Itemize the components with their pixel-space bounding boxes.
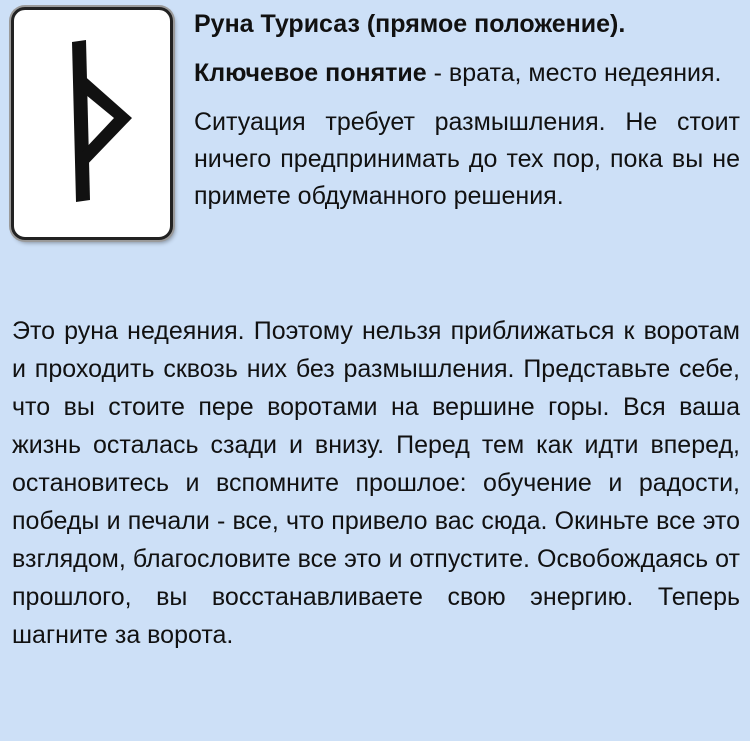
- rune-description: Это руна недеяния. Поэтому нельзя приближаться к воротам и проходить сквозь них без размышления. Представьте себе, что вы стоите пере воротами на вершине горы. Вся ваша жизнь осталась сзади и внизу. Перед тем как идти вперед, остановитесь и вспомните прошлое: обучение и радости, победы и печали - все, что привело вас сюда. Окиньте все это взглядом, благословите все это и отпустите. Освобождаясь от прошлого, вы восстанавливаете свою энергию. Теперь шагните за ворота.: [12, 317, 740, 649]
- key-concept-label: Ключевое понятие: [194, 59, 427, 87]
- thurisaz-rune-icon: [14, 10, 170, 237]
- key-concept: [194, 55, 740, 92]
- key-concept-text: - врата, место недеяния.: [426, 59, 722, 87]
- rune-title: Руна Турисаз (прямое положение).: [194, 10, 626, 38]
- situation-text: Ситуация требует размышления. Не стоит ничего предпринимать до тех пор, пока вы не примете обдуманного решения.: [194, 108, 740, 210]
- rune-card: [11, 7, 173, 240]
- rune-header: [194, 6, 740, 227]
